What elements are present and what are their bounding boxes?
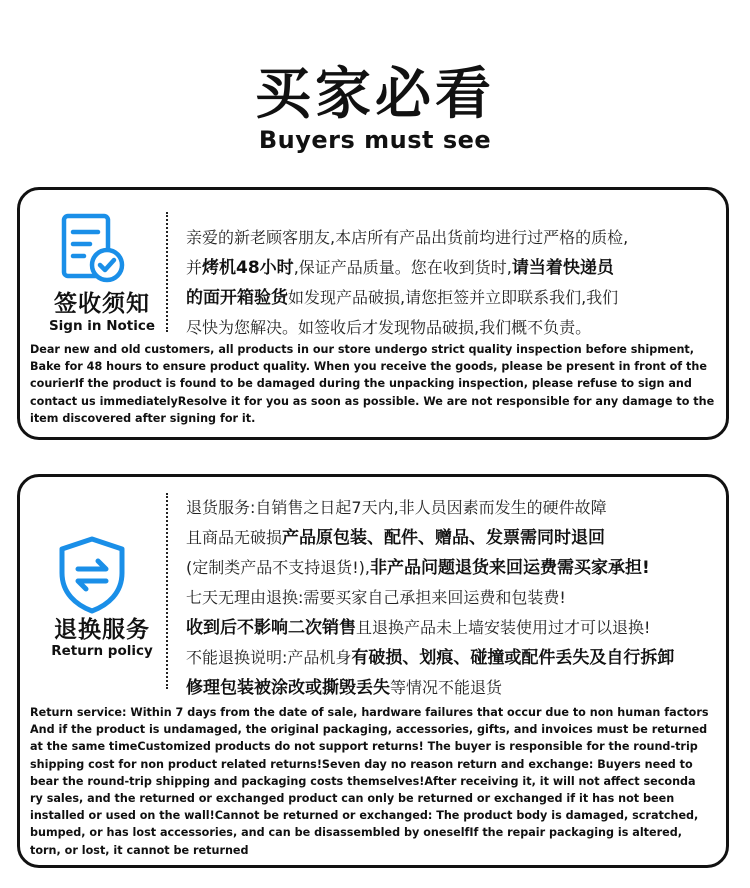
english-text-line: installed or used on the wall!Cannot be returned or exchanged: The product body is damaged, scratched,	[30, 809, 699, 823]
page-subtitle: Buyers must see	[258, 126, 492, 154]
english-text-line: ry sales, and the returned or exchanged product can only be returned or exchanged if it has not been	[30, 792, 675, 806]
emphasis-text: 产品原包装、配件、赠品、发票需同时退回	[282, 528, 606, 548]
return-title-cn: 退换服务	[54, 617, 150, 643]
emphasis-text: 非产品问题退货来回运费需买家承担!	[370, 558, 650, 578]
sign-in-notice-card	[17, 187, 729, 440]
emphasis-text: 修理包装被涂改或撕毁丢失	[186, 678, 390, 698]
text-segment: 且商品无破损	[186, 528, 283, 547]
english-text-line: bumped, or has lost accessories, and can be disassembled by oneselfIf the repair packaging is altered,	[30, 826, 682, 840]
return-en-text	[30, 704, 730, 859]
notice-en-text	[30, 341, 730, 427]
text-line	[186, 253, 726, 283]
text-line	[186, 283, 726, 313]
notice-title-cn: 签收须知	[54, 291, 150, 317]
text-line	[186, 313, 726, 343]
return-cn-text	[186, 493, 726, 703]
english-text-line: at the same timeCustomized products do not support returns! The buyer is responsible for the round-trip	[30, 740, 698, 754]
return-policy-card	[17, 474, 729, 868]
text-segment: 且退换产品未上墙安装使用过才可以退换!	[356, 618, 651, 637]
text-segment: 并	[186, 258, 203, 277]
text-line	[186, 583, 726, 613]
emphasis-text: 收到后不影响二次销售	[186, 618, 356, 638]
emphasis-text: 的面开箱验货	[186, 288, 288, 308]
text-segment: (定制类产品不支持退货!),	[186, 558, 370, 577]
english-text-line: bear the round-trip shipping and packaging costs themselves!After receiving it, it will not affect seconda	[30, 774, 696, 788]
document-check-icon	[56, 212, 128, 292]
emphasis-text: 烤机48小时	[202, 258, 294, 278]
text-segment: 尽快为您解决。如签收后才发现物品破损,我们概不负责。	[186, 318, 592, 337]
text-segment: 等情况不能退货	[390, 678, 503, 697]
text-line	[186, 643, 726, 673]
text-line	[186, 553, 726, 583]
english-text-line: Return service: Within 7 days from the date of sale, hardware failures that occur due to non human factors	[30, 706, 709, 719]
english-text-line: Dear new and old customers, all products in our store undergo strict quality inspection before shipment,	[30, 343, 695, 356]
text-segment: ,保证产品质量。您在收到货时,	[293, 258, 512, 277]
text-segment: 退货服务:自销售之日起7天内,非人员因素而发生的硬件故障	[186, 498, 607, 517]
text-line	[186, 613, 726, 643]
text-line	[186, 673, 726, 703]
english-text-line: Bake for 48 hours to ensure product quality. When you receive the goods, please be present in front of the	[30, 360, 707, 374]
notice-cn-text	[186, 223, 726, 343]
english-text-line: contact us immediatelyResolve it for you as soon as possible. We are not responsible for any damage to the	[30, 394, 715, 408]
emphasis-text: 请当着快递员	[511, 258, 614, 278]
shield-exchange-icon	[56, 535, 128, 615]
english-text-line: And if the product is undamaged, the original packaging, accessories, gifts, and invoices must be returned	[30, 723, 708, 737]
emphasis-text: 有破损、划痕、碰撞或配件丢失及自行拆卸	[351, 648, 675, 668]
text-segment: 亲爱的新老顾客朋友,本店所有产品出货前均进行过严格的质检,	[186, 228, 629, 247]
text-line	[186, 223, 726, 253]
notice-title-en: Sign in Notice	[48, 318, 156, 334]
page-title: 买家必看	[255, 62, 495, 127]
english-text-line: item discovered after signing for it.	[30, 411, 256, 425]
text-segment: 如发现产品破损,请您拒签并立即联系我们,我们	[288, 288, 619, 307]
dotted-divider	[166, 212, 168, 332]
return-title-en: Return policy	[51, 643, 153, 659]
english-text-line: shipping cost for non product related returns!Seven day no reason return and exchange: Buyers need to	[30, 757, 693, 771]
dotted-divider	[166, 493, 168, 689]
english-text-line: torn, or lost, it cannot be returned	[30, 843, 249, 857]
text-line	[186, 493, 726, 523]
english-text-line: courierIf the product is found to be damaged during the unpacking inspection, please refuse to sign and	[30, 377, 692, 391]
text-segment: 不能退换说明:产品机身	[186, 648, 352, 667]
text-line	[186, 523, 726, 553]
text-segment: 七天无理由退换:需要买家自己承担来回运费和包装费!	[186, 588, 566, 607]
